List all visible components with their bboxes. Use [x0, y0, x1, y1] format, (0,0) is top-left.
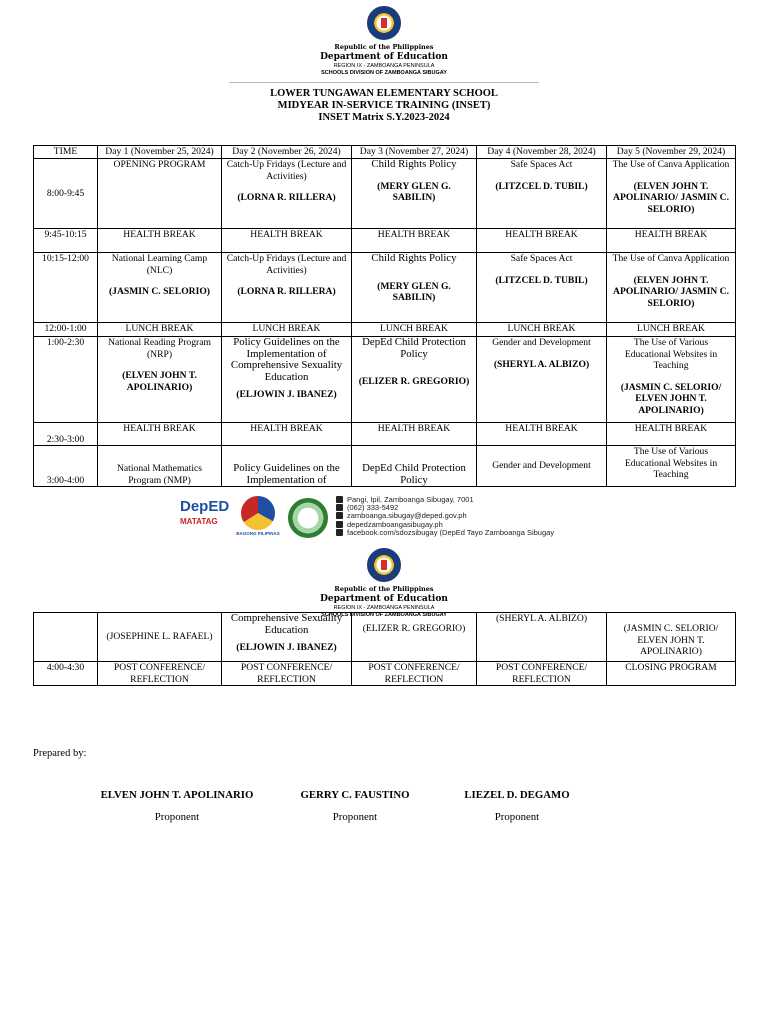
reflection-cell: POST CONFERENCE/ REFLECTION — [352, 662, 477, 686]
break-cell: LUNCH BREAK — [607, 323, 736, 337]
table-row — [34, 337, 736, 423]
table-row — [34, 446, 736, 487]
session-cell — [477, 253, 607, 323]
web-icon — [336, 521, 343, 528]
break-cell: HEALTH BREAK — [352, 423, 477, 446]
table-row — [34, 613, 736, 662]
signatory-2 — [290, 789, 420, 823]
session-cell — [477, 159, 607, 229]
session-speaker: (JASMIN C. SELORIO/ ELVEN JOHN T. APOLINARIO) — [607, 613, 736, 662]
contact-info — [336, 496, 554, 537]
table-row — [34, 423, 736, 446]
signatory-role: Proponent — [494, 811, 540, 823]
inset-matrix-table-continued — [33, 612, 736, 686]
session-cell — [607, 446, 736, 487]
session-speaker: (MERY GLEN G. SABILIN) — [377, 180, 451, 203]
session-cell — [607, 159, 736, 229]
session-cell — [352, 446, 477, 487]
session-speaker: (ELVEN JOHN T. APOLINARIO/ JASMIN C. SELORIO) — [613, 274, 729, 309]
address-text: Pangi, Ipil, Zamboanga Sibugay, 7001 — [347, 495, 474, 504]
session-topic: OPENING PROGRAM — [113, 159, 206, 170]
time-cell: 9:45-10:15 — [34, 229, 98, 253]
location-icon — [336, 496, 343, 503]
reflection-cell: POST CONFERENCE/ REFLECTION — [98, 662, 222, 686]
matrix-title: INSET Matrix S.Y.2023-2024 — [318, 112, 450, 123]
session-topic: The Use of Various Educational Websites in Teaching — [624, 337, 718, 371]
session-speaker: (LITZCEL D. TUBIL) — [495, 180, 588, 192]
letterhead-top — [0, 6, 768, 83]
bagong-pilipinas-emblem-icon — [241, 496, 275, 530]
table-row — [34, 253, 736, 323]
inset-matrix-table — [33, 145, 736, 487]
session-speaker: (ELJOWIN J. IBANEZ) — [236, 389, 337, 400]
break-cell: HEALTH BREAK — [222, 229, 352, 253]
training-title: MIDYEAR IN-SERVICE TRAINING (INSET) — [277, 100, 491, 111]
session-cell — [222, 337, 352, 423]
republic-text: Republic of the Philippines — [334, 43, 434, 51]
header-time: TIME — [34, 146, 98, 159]
session-cell — [477, 337, 607, 423]
bagong-pilipinas-text: BAGONG PILIPINAS — [236, 531, 280, 536]
division-text: SCHOOLS DIVISION OF ZAMBOANGA SIBUGAY — [321, 70, 447, 76]
session-speaker: (LORNA R. RILLERA) — [237, 286, 336, 297]
signatory-3 — [452, 789, 582, 823]
session-topic: National Reading Program (NRP) — [108, 337, 211, 360]
session-speaker: (JOSEPHINE L. RAFAEL) — [98, 613, 222, 662]
reflection-cell: POST CONFERENCE/ REFLECTION — [222, 662, 352, 686]
document-titles — [0, 88, 768, 124]
session-topic: Catch-Up Fridays (Lecture and Activities) — [226, 159, 347, 182]
session-speaker: (LITZCEL D. TUBIL) — [495, 274, 588, 286]
session-cell — [98, 159, 222, 229]
time-cell: 3:00-4:00 — [34, 446, 98, 487]
signatory-name: ELVEN JOHN T. APOLINARIO — [100, 789, 254, 801]
deped-seal-icon — [367, 548, 401, 582]
department-text: Department of Education — [320, 594, 448, 604]
session-speaker: (ELJOWIN J. IBANEZ) — [236, 642, 337, 653]
session-topic: Policy Guidelines on the Implementation of Comprehensive Sexuality Education — [230, 336, 343, 383]
time-cell: 2:30-3:00 — [34, 423, 98, 446]
time-cell — [34, 613, 98, 662]
session-speaker: (MERY GLEN G. SABILIN) — [377, 280, 451, 303]
header-day-4: Day 4 (November 28, 2024) — [477, 146, 607, 159]
break-cell: HEALTH BREAK — [98, 423, 222, 446]
session-topic: Gender and Development — [492, 337, 591, 348]
break-cell: LUNCH BREAK — [477, 323, 607, 337]
session-topic: National Learning Camp (NLC) — [111, 253, 208, 276]
break-cell: LUNCH BREAK — [98, 323, 222, 337]
region-text: REGION IX - ZAMBOANGA PENINSULA — [333, 605, 435, 611]
break-cell: HEALTH BREAK — [98, 229, 222, 253]
session-topic: Child Rights Policy — [371, 252, 457, 264]
signatory-role: Proponent — [332, 811, 378, 823]
header-divider — [229, 82, 539, 83]
signatory-name: LIEZEL D. DEGAMO — [464, 789, 570, 801]
session-topic: Child Rights Policy — [371, 158, 457, 170]
session-topic: The Use of Various Educational Websites in Teaching — [624, 446, 718, 480]
session-topic: National Mathematics Program (NMP) — [117, 463, 202, 486]
deped-seal-icon — [367, 6, 401, 40]
signatory-role: Proponent — [154, 811, 200, 823]
session-topic: The Use of Canva Application — [612, 253, 730, 264]
session-cell — [352, 337, 477, 423]
session-cell — [222, 159, 352, 229]
email-icon — [336, 512, 343, 519]
bagong-pilipinas-logo — [236, 496, 280, 540]
break-cell: LUNCH BREAK — [352, 323, 477, 337]
break-cell: HEALTH BREAK — [352, 229, 477, 253]
header-day-5: Day 5 (November 29, 2024) — [607, 146, 736, 159]
session-cell — [222, 253, 352, 323]
time-cell: 12:00-1:00 — [34, 323, 98, 337]
reflection-cell: POST CONFERENCE/ REFLECTION — [477, 662, 607, 686]
prepared-by-label: Prepared by: — [33, 748, 87, 759]
session-speaker: (JASMIN C. SELORIO) — [108, 286, 210, 297]
session-topic: Safe Spaces Act — [510, 253, 573, 264]
email-text: zamboanga.sibugay@deped.gov.ph — [347, 511, 467, 521]
deped-logo-text: DepED — [180, 498, 230, 515]
session-cell — [352, 159, 477, 229]
phone-icon — [336, 504, 343, 511]
table-row — [34, 323, 736, 337]
division-seal-icon — [288, 498, 328, 538]
session-speaker: (JASMIN C. SELORIO/ ELVEN JOHN T. APOLINARIO) — [620, 381, 722, 416]
session-cell — [477, 446, 607, 487]
session-cell — [607, 253, 736, 323]
session-cell — [222, 446, 352, 487]
session-topic: Comprehensive Sexuality Education — [230, 612, 343, 636]
phone-text: (062) 333-5492 — [347, 503, 399, 513]
time-cell: 4:00-4:30 — [34, 662, 98, 686]
session-topic: Catch-Up Fridays (Lecture and Activities) — [226, 253, 347, 276]
session-cell — [98, 446, 222, 487]
session-speaker: (ELVEN JOHN T. APOLINARIO/ JASMIN C. SELORIO) — [613, 180, 729, 215]
session-topic: DepEd Child Protection Policy — [362, 462, 466, 486]
break-cell: LUNCH BREAK — [222, 323, 352, 337]
session-speaker: (SHERYL A. ALBIZO) — [493, 358, 590, 370]
time-cell: 10:15-12:00 — [34, 253, 98, 323]
school-name: LOWER TUNGAWAN ELEMENTARY SCHOOL — [270, 88, 498, 99]
table-row — [34, 159, 736, 229]
session-topic: Safe Spaces Act — [510, 159, 573, 170]
table-row — [34, 229, 736, 253]
deped-matatag-logo — [180, 498, 230, 540]
header-day-3: Day 3 (November 27, 2024) — [352, 146, 477, 159]
page-footer — [180, 494, 600, 542]
time-cell: 8:00-9:45 — [34, 159, 98, 229]
time-cell: 1:00-2:30 — [34, 337, 98, 423]
region-text: REGION IX - ZAMBOANGA PENINSULA — [333, 63, 435, 69]
republic-text: Republic of the Philippines — [334, 585, 434, 593]
break-cell: HEALTH BREAK — [477, 229, 607, 253]
session-cell — [607, 337, 736, 423]
matatag-logo-text: MATATAG — [180, 517, 218, 526]
table-row — [34, 662, 736, 686]
closing-cell: CLOSING PROGRAM — [607, 662, 736, 686]
session-cell — [222, 613, 352, 662]
division-text: SCHOOLS DIVISION OF ZAMBOANGA SIBUGAY — [321, 612, 447, 618]
website-text: depedzamboangasibugay.ph — [347, 519, 443, 529]
session-cell — [352, 253, 477, 323]
session-topic: Gender and Development — [492, 460, 591, 472]
session-cell — [98, 253, 222, 323]
session-speaker: (ELIZER R. GREGORIO) — [358, 376, 470, 387]
session-topic: The Use of Canva Application — [612, 159, 730, 170]
header-day-1: Day 1 (November 25, 2024) — [98, 146, 222, 159]
session-cell — [98, 337, 222, 423]
break-cell: HEALTH BREAK — [607, 229, 736, 253]
signatory-1 — [96, 789, 258, 823]
facebook-text: facebook.com/sdozsibugay (DepEd Tayo Zamboanga Sibugay — [347, 527, 555, 537]
department-text: Department of Education — [320, 52, 448, 62]
header-day-2: Day 2 (November 26, 2024) — [222, 146, 352, 159]
break-cell: HEALTH BREAK — [477, 423, 607, 446]
session-speaker: (LORNA R. RILLERA) — [237, 192, 336, 203]
table-header-row — [34, 146, 736, 159]
letterhead-second — [0, 548, 768, 618]
facebook-icon — [336, 529, 343, 536]
session-speaker: (ELIZER R. GREGORIO) — [352, 613, 477, 662]
break-cell: HEALTH BREAK — [607, 423, 736, 446]
session-speaker: (SHERYL A. ALBIZO) — [477, 613, 607, 662]
session-topic: Policy Guidelines on the Implementation of — [233, 462, 340, 486]
session-speaker: (ELVEN JOHN T. APOLINARIO) — [122, 370, 197, 393]
session-topic: DepEd Child Protection Policy — [362, 336, 466, 360]
break-cell: HEALTH BREAK — [222, 423, 352, 446]
signatory-name: GERRY C. FAUSTINO — [300, 789, 410, 801]
